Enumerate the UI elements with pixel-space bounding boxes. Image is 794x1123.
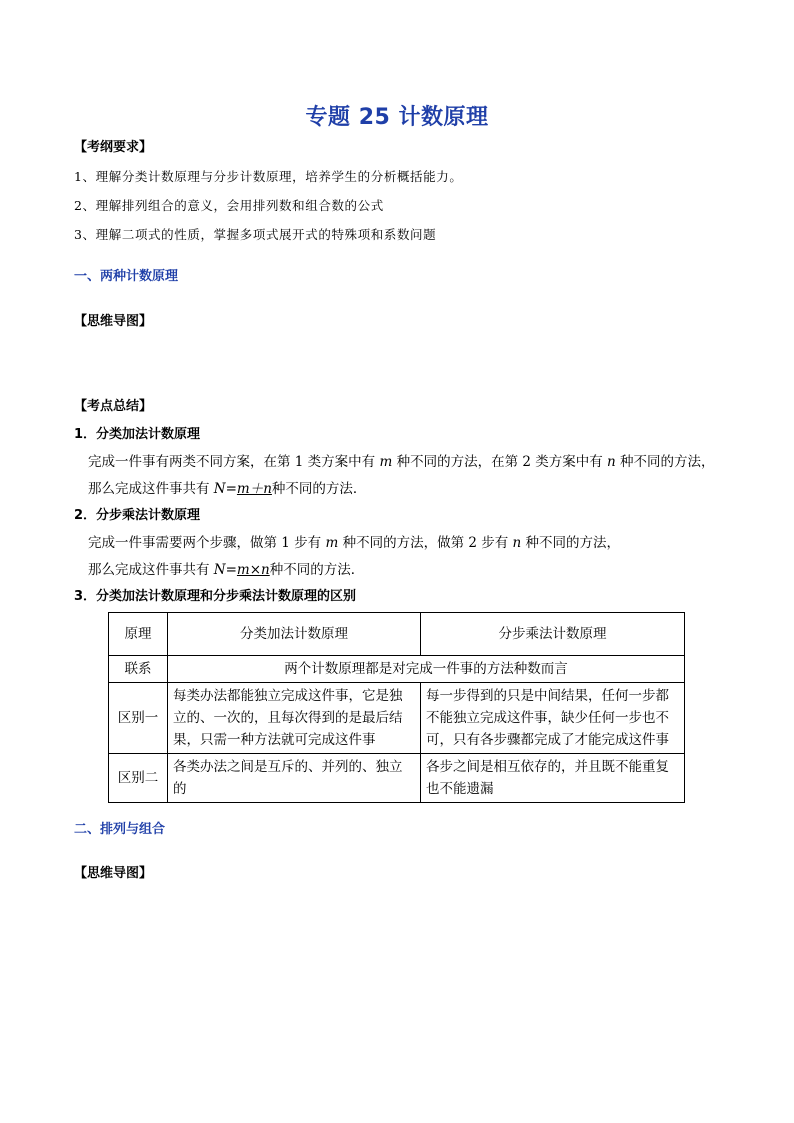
link-description: 两个计数原理都是对完成一件事的方法种数而言	[168, 656, 685, 683]
row-label-diff-2: 区别二	[109, 754, 168, 803]
section-heading-permutation: 二、排列与组合	[74, 822, 166, 837]
diff-1-multiplication: 每一步得到的只是中间结果，任何一步都不能独立完成这件事，缺少任何一步也不可，只有各步骤都完成了才能完成这件事	[421, 683, 685, 754]
formula-product: m×n	[236, 562, 270, 578]
diff-2-multiplication: 各步之间是相互依存的，并且既不能重复也不能遗漏	[421, 754, 685, 803]
requirement-item-3: 3、理解二项式的性质，掌握多项式展开式的特殊项和系数问题	[74, 227, 437, 242]
summary-label: 【考点总结】	[74, 399, 153, 414]
requirement-item-1: 1、理解分类计数原理与分步计数原理，培养学生的分析概括能力。	[74, 169, 463, 184]
mindmap-label-1: 【思维导图】	[74, 314, 153, 329]
section-heading-counting-principles: 一、两种计数原理	[74, 269, 179, 284]
diff-2-addition: 各类办法之间是互斥的、并列的、独立的	[168, 754, 421, 803]
header-cell-principle: 原理	[109, 613, 168, 656]
row-label-diff-1: 区别一	[109, 683, 168, 754]
add-principle-line-1: 完成一件事有两类不同方案，在第 1 类方案中有 m 种不同的方法，在第 2 类方案中有 n 种不同的方法，	[88, 454, 715, 470]
comparison-table	[108, 612, 685, 803]
formula-sum: m＋n	[236, 481, 272, 497]
add-principle-heading: 1．分类加法计数原理	[74, 427, 201, 442]
header-cell-addition: 分类加法计数原理	[168, 613, 421, 656]
mul-principle-line-1: 完成一件事需要两个步骤，做第 1 步有 m 种不同的方法，做第 2 步有 n 种不同的方法，	[88, 535, 621, 551]
table-row-link	[109, 656, 685, 683]
diff-1-addition: 每类办法都能独立完成这件事，它是独立的、一次的，且每次得到的是最后结果，只需一种方法就可完成这件事	[168, 683, 421, 754]
mul-principle-heading: 2．分步乘法计数原理	[74, 508, 201, 523]
mul-principle-line-2: 那么完成这件事共有 N=m×n种不同的方法．	[88, 562, 365, 578]
table-header-row	[109, 613, 685, 656]
difference-heading: 3．分类加法计数原理和分步乘法计数原理的区别	[74, 589, 357, 604]
table-row-diff-1	[109, 683, 685, 754]
page-title: 专题 25 计数原理	[305, 105, 489, 130]
mindmap-label-2: 【思维导图】	[74, 866, 153, 881]
syllabus-heading: 【考纲要求】	[74, 140, 153, 155]
add-principle-line-2: 那么完成这件事共有 N=m＋n种不同的方法．	[88, 481, 367, 497]
table-row-diff-2	[109, 754, 685, 803]
header-cell-multiplication: 分步乘法计数原理	[421, 613, 685, 656]
requirement-item-2: 2、理解排列组合的意义，会用排列数和组合数的公式	[74, 198, 384, 213]
row-label-link: 联系	[109, 656, 168, 683]
